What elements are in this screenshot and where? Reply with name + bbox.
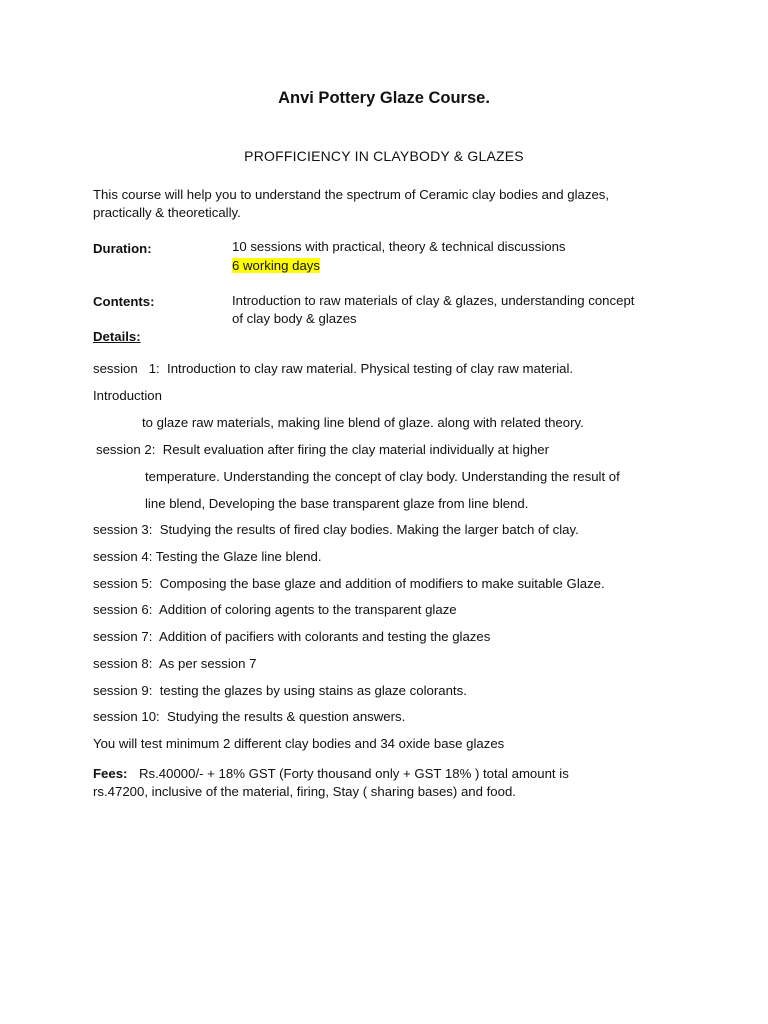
session-line: temperature. Understanding the concept of clay body. Understanding the result of bbox=[145, 469, 620, 484]
session-line: session 7: Addition of pacifiers with colorants and testing the glazes bbox=[93, 629, 491, 644]
session-line: session 10: Studying the results & question answers. bbox=[93, 709, 406, 724]
duration-line-1: 10 sessions with practical, theory & technical discussions bbox=[232, 239, 566, 254]
details-label: Details: bbox=[93, 329, 141, 344]
session-line: session 3: Studying the results of fired clay bodies. Making the larger batch of clay. bbox=[93, 522, 579, 537]
session-line: session 5: Composing the base glaze and addition of modifiers to make suitable Glaze. bbox=[93, 576, 605, 591]
document-subtitle: PROFFICIENCY IN CLAYBODY & GLAZES bbox=[244, 148, 524, 164]
duration-label: Duration: bbox=[93, 241, 152, 256]
document-title: Anvi Pottery Glaze Course. bbox=[278, 89, 490, 107]
session-line: session 4: Testing the Glaze line blend. bbox=[93, 549, 322, 564]
intro-line-2: practically & theoretically. bbox=[93, 205, 241, 220]
session-line: session 9: testing the glazes by using stains as glaze colorants. bbox=[93, 683, 467, 698]
session-line: line blend, Developing the base transparent glaze from line blend. bbox=[145, 496, 529, 511]
session-line: Introduction bbox=[93, 388, 162, 403]
fees-label: Fees: bbox=[93, 766, 128, 781]
contents-line-1: Introduction to raw materials of clay & glazes, understanding concept bbox=[232, 293, 635, 308]
summary-line: You will test minimum 2 different clay bodies and 34 oxide base glazes bbox=[93, 736, 505, 751]
intro-line-1: This course will help you to understand the spectrum of Ceramic clay bodies and glazes, bbox=[93, 187, 610, 202]
contents-line-2: of clay body & glazes bbox=[232, 311, 357, 326]
session-line: to glaze raw materials, making line blend of glaze. along with related theory. bbox=[142, 415, 584, 430]
fees-line-2: rs.47200, inclusive of the material, firing, Stay ( sharing bases) and food. bbox=[93, 784, 516, 799]
session-line: session 8: As per session 7 bbox=[93, 656, 257, 671]
contents-label: Contents: bbox=[93, 294, 155, 309]
session-line: session 1: Introduction to clay raw material. Physical testing of clay raw material. bbox=[93, 361, 574, 376]
fees-line-1: Rs.40000/- + 18% GST (Forty thousand only + GST 18% ) total amount is bbox=[139, 766, 569, 781]
session-line: session 6: Addition of coloring agents to the transparent glaze bbox=[93, 602, 457, 617]
duration-line-2 bbox=[232, 257, 320, 275]
session-line: session 2: Result evaluation after firing the clay material individually at higher bbox=[96, 442, 550, 457]
duration-highlight: 6 working days bbox=[232, 258, 320, 273]
